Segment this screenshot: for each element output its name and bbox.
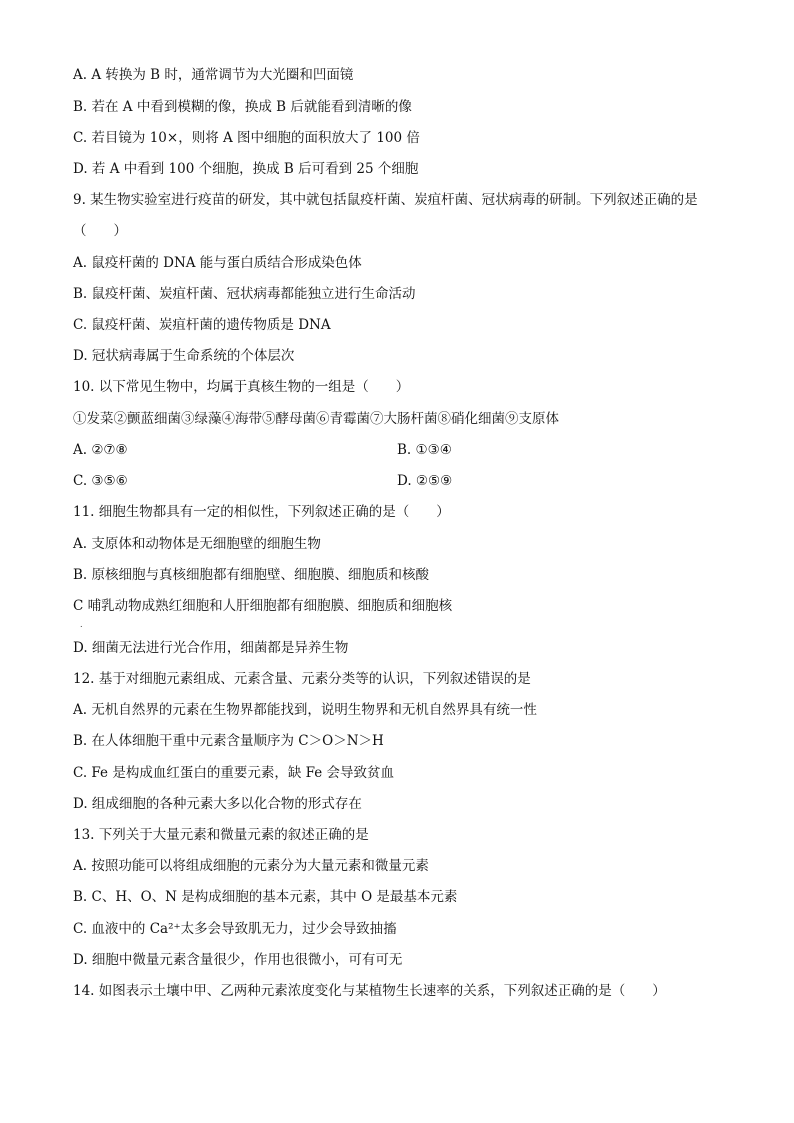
q10-organism-list: ①发菜②颤蓝细菌③绿藻④海带⑤酵母菌⑥青霉菌⑦大肠杆菌⑧硝化细菌⑨支原体 xyxy=(73,411,559,427)
q8-option-b: B. 若在 A 中看到模糊的像，换成 B 后就能看到清晰的像 xyxy=(73,99,412,115)
q10-option-a: A. ②⑦⑧ xyxy=(73,442,128,458)
q10-stem: 10. 以下常见生物中，均属于真核生物的一组是（ ） xyxy=(73,379,410,395)
q9-answer-blank: （ ） xyxy=(73,223,127,239)
q9-option-b: B. 鼠疫杆菌、炭疽杆菌、冠状病毒都能独立进行生命活动 xyxy=(73,286,416,302)
q8-option-a: A. A 转换为 B 时，通常调节为大光圈和凹面镜 xyxy=(73,67,354,83)
q9-stem: 9. 某生物实验室进行疫苗的研发，其中就包括鼠疫杆菌、炭疽杆菌、冠状病毒的研制。下列叙述正确的是 xyxy=(73,192,698,208)
q10-option-b: B. ①③④ xyxy=(397,442,452,458)
q8-option-c: C. 若目镜为 10×，则将 A 图中细胞的面积放大了 100 倍 xyxy=(73,130,420,146)
q11-option-c-dot: . xyxy=(80,620,83,629)
q13-option-d: D. 细胞中微量元素含量很少，作用也很微小，可有可无 xyxy=(73,952,403,968)
q10-option-d: D. ②⑤⑨ xyxy=(397,473,453,489)
q9-option-d: D. 冠状病毒属于生命系统的个体层次 xyxy=(73,348,295,364)
q11-stem: 11. 细胞生物都具有一定的相似性，下列叙述正确的是（ ） xyxy=(73,504,450,520)
q11-option-d: D. 细菌无法进行光合作用，细菌都是异养生物 xyxy=(73,640,349,656)
q11-option-c: C 哺乳动物成熟红细胞和人肝细胞都有细胞膜、细胞质和细胞核 xyxy=(73,598,453,614)
q11-option-b: B. 原核细胞与真核细胞都有细胞壁、细胞膜、细胞质和核酸 xyxy=(73,567,430,583)
q9-option-a: A. 鼠疫杆菌的 DNA 能与蛋白质结合形成染色体 xyxy=(73,255,362,271)
q12-option-a: A. 无机自然界的元素在生物界都能找到，说明生物界和无机自然界具有统一性 xyxy=(73,702,537,718)
q8-option-d: D. 若 A 中看到 100 个细胞，换成 B 后可看到 25 个细胞 xyxy=(73,161,419,177)
q12-option-b: B. 在人体细胞干重中元素含量顺序为 C＞O＞N＞H xyxy=(73,733,384,749)
q12-stem: 12. 基于对细胞元素组成、元素含量、元素分类等的认识，下列叙述错误的是 xyxy=(73,671,531,687)
q14-stem: 14. 如图表示土壤中甲、乙两种元素浓度变化与某植物生长速率的关系，下列叙述正确的是（ ） xyxy=(73,983,666,999)
q11-option-a: A. 支原体和动物体是无细胞壁的细胞生物 xyxy=(73,536,321,552)
q13-option-b: B. C、H、O、N 是构成细胞的基本元素，其中 O 是最基本元素 xyxy=(73,889,458,905)
q9-option-c: C. 鼠疫杆菌、炭疽杆菌的遗传物质是 DNA xyxy=(73,317,331,333)
q13-option-c: C. 血液中的 Ca²⁺太多会导致肌无力，过少会导致抽搐 xyxy=(73,921,397,937)
q13-option-a: A. 按照功能可以将组成细胞的元素分为大量元素和微量元素 xyxy=(73,858,429,874)
q10-option-c: C. ③⑤⑥ xyxy=(73,473,128,489)
q12-option-c: C. Fe 是构成血红蛋白的重要元素，缺 Fe 会导致贫血 xyxy=(73,765,395,781)
q13-stem: 13. 下列关于大量元素和微量元素的叙述正确的是 xyxy=(73,827,369,843)
q12-option-d: D. 组成细胞的各种元素大多以化合物的形式存在 xyxy=(73,796,362,812)
